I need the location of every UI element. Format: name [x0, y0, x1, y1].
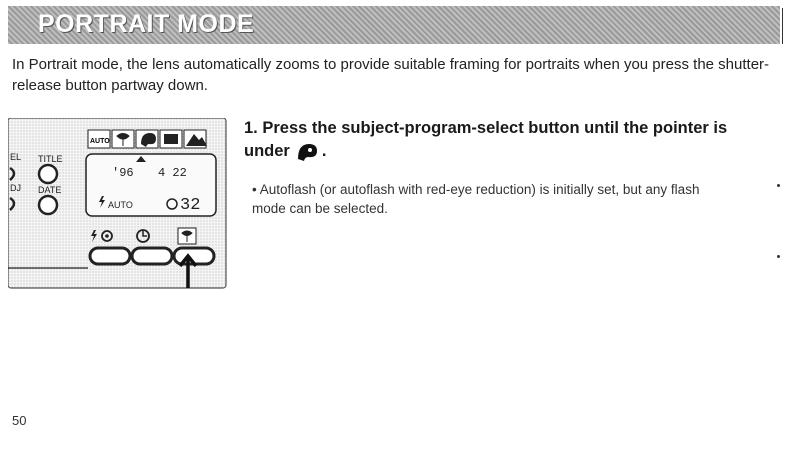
date-button-label: DATE [38, 185, 62, 195]
page-number: 50 [12, 413, 27, 428]
flash-note: • Autoflash (or autoflash with red-eye reduction) is initially set, but any flash mode can be selected. [252, 182, 700, 216]
margin-mark [777, 184, 780, 187]
header-bar [8, 6, 780, 44]
portrait-icon [296, 141, 318, 168]
lcd-time: 4 22 [158, 166, 187, 180]
margin-mark [777, 255, 780, 258]
bottom-icons-row [91, 228, 196, 244]
title-button-label: TITLE [38, 154, 63, 164]
page-title: PORTRAIT MODE [38, 10, 255, 38]
step-end-punctuation: . [321, 142, 327, 160]
title-button[interactable] [39, 165, 57, 183]
auto-icon: AUTO [90, 138, 110, 145]
intro-paragraph: In Portrait mode, the lens automatically zooms to provide suitable framing for portraits when you press the shutter-release button partway down. [12, 56, 770, 94]
night-portrait-icon [164, 134, 178, 144]
lcd-flash-mode: AUTO [108, 200, 133, 210]
camera-panel-illustration [8, 118, 228, 290]
flash-mode-button[interactable] [90, 248, 130, 264]
self-timer-button[interactable] [132, 248, 172, 264]
date-button[interactable] [39, 196, 57, 214]
step-text: Press the subject-program-select button until the pointer is under [244, 119, 728, 160]
side-label-el: EL [10, 152, 22, 162]
lcd-frame-counter: 32 [180, 196, 201, 215]
lcd-date: '96 [112, 166, 134, 180]
page-edge-line [782, 8, 783, 44]
step-number: 1. [244, 119, 258, 137]
side-label-dj: DJ [10, 183, 21, 193]
mode-icons-row [88, 130, 207, 148]
step-1 [244, 117, 764, 168]
